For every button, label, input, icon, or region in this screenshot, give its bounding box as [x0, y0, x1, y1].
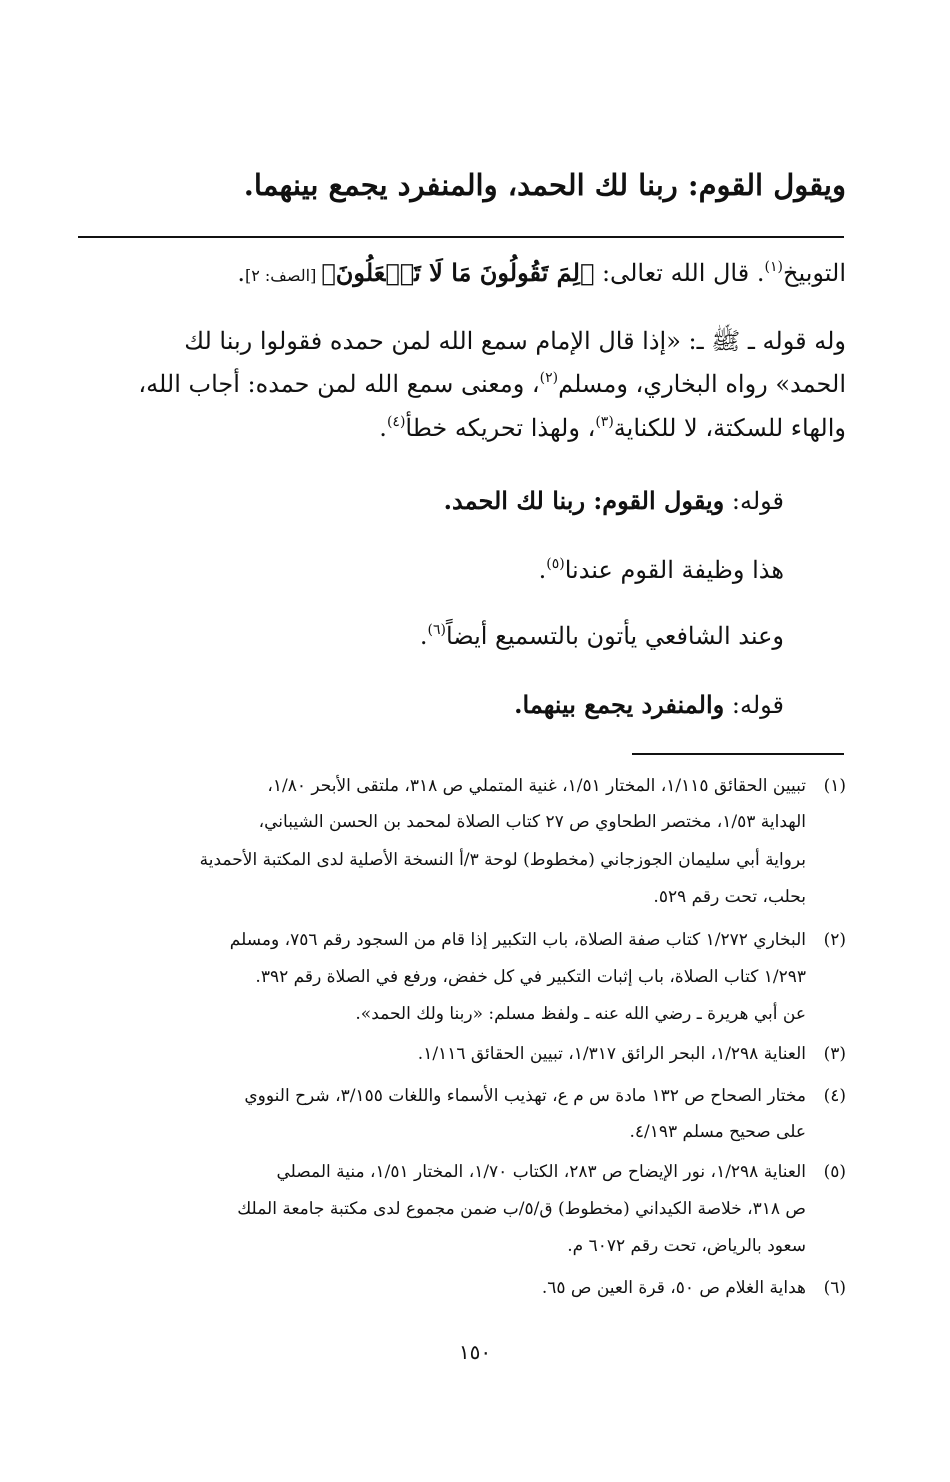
text-segment: التوبيخ [782, 259, 846, 287]
body-line-5 [444, 486, 784, 515]
text-segment: وعند الشافعي يأتون بالتسميع أيضاً [445, 622, 784, 650]
quoted-text: ويقول القوم: ربنا لك الحمد. [443, 486, 725, 515]
footnote-1-line-2: الهداية ١/٥٣، مختصر الطحاوي ص ٢٧ كتاب الصلاة لمحمد بن الحسن الشيباني، [258, 812, 806, 832]
footnote-number: (١) [823, 776, 846, 796]
body-line-6 [539, 556, 784, 584]
body-line-2: وله قوله ـ ﷺ ـ: «إذا قال الإمام سمع الله لمن حمده فقولوا ربنا لك [184, 327, 846, 355]
footnote-number: (٦) [823, 1278, 846, 1298]
text-segment: ، ولهذا تحريكه خطأ [405, 414, 596, 442]
quoted-text: والمنفرد يجمع بينهما. [514, 690, 725, 719]
text-segment: ، ومعنى سمع الله لمن حمده: أجاب الله، [138, 370, 540, 398]
footnote-2-line-1: البخاري ١/٢٧٢ كتاب صفة الصلاة، باب التكبير إذا قام من السجود رقم ٧٥٦، ومسلم [229, 930, 806, 950]
quran-verse: ﴿لِمَ تَقُولُونَ مَا لَا تَفۡعَلُونَ﴾ [321, 258, 595, 287]
body-line-8 [514, 690, 784, 719]
page-number: ١٥٠ [458, 1340, 492, 1364]
text-segment: والهاء للسكتة، لا للكناية [613, 414, 846, 442]
text-segment: . [237, 259, 245, 287]
text-segment: . [538, 556, 547, 584]
footnote-1-line-4: بحلب، تحت رقم ٥٢٩. [653, 887, 806, 907]
body-line-1 [237, 258, 846, 287]
footnote-4-line-1: مختار الصحاح ص ١٣٢ مادة س م ع، تهذيب الأسماء واللغات ٣/١٥٥، شرح النووي [244, 1086, 806, 1106]
heading-divider [78, 236, 844, 238]
footnote-3-line-1: العناية ١/٢٩٨، البحر الرائق ١/٣١٧، تبيين الحقائق ١/١١٦. [417, 1044, 806, 1064]
footnote-4-line-2: على صحيح مسلم ٤/١٩٣. [629, 1122, 806, 1142]
footnote-5-line-3: سعود بالرياض، تحت رقم ٦٠٧٢ م. [567, 1236, 806, 1256]
text-segment: هذا وظيفة القوم عندنا [564, 556, 784, 584]
footnote-number: (٤) [823, 1086, 846, 1106]
text-segment: . [419, 622, 428, 650]
text-segment: . قال الله تعالى: [594, 259, 765, 287]
footnote-divider [632, 753, 844, 755]
verse-reference: [الصف: ٢] [244, 266, 322, 285]
footnote-6-line-1: هداية الغلام ص ٥٠، قرة العين ص ٦٥. [541, 1278, 806, 1298]
text-segment: . [379, 414, 387, 442]
footnote-ref-2[interactable]: (٢) [539, 370, 559, 386]
footnote-5-line-2: ص ٣١٨، خلاصة الكيداني (مخطوط) ق/٥/ب ضمن مجموع لدى مكتبة جامعة الملك [237, 1199, 806, 1219]
footnote-number: (٥) [823, 1162, 846, 1182]
footnote-number: (٣) [823, 1044, 846, 1064]
footnote-ref-3[interactable]: (٣) [595, 414, 614, 430]
footnote-1-line-1: تبيين الحقائق ١/١١٥، المختار ١/٥١، غنية المتملي ص ٣١٨، ملتقى الأبحر ١/٨٠، [267, 776, 806, 796]
footnote-ref-1[interactable]: (١) [764, 259, 783, 275]
footnote-2-line-2: ١/٢٩٣ كتاب الصلاة، باب إثبات التكبير في كل خفض، ورفع في الصلاة رقم ٣٩٢. [255, 967, 806, 987]
text-segment: الحمد» رواه البخاري، ومسلم [558, 370, 846, 398]
footnote-ref-4[interactable]: (٤) [386, 414, 406, 430]
body-line-4 [379, 414, 846, 442]
footnote-ref-5[interactable]: (٥) [546, 556, 565, 572]
footnote-number: (٢) [823, 930, 846, 950]
quote-label: قوله: [724, 691, 784, 719]
quote-label: قوله: [724, 487, 784, 515]
footnote-ref-6[interactable]: (٦) [427, 622, 446, 638]
body-line-7 [420, 622, 784, 650]
footnote-1-line-3: برواية أبي سليمان الجوزجاني (مخطوط) لوحة ٣/أ النسخة الأصلية لدى المكتبة الأحمدية [199, 850, 806, 870]
body-line-3 [138, 370, 846, 398]
section-heading: ويقول القوم: ربنا لك الحمد، والمنفرد يجمع بينهما. [243, 168, 846, 202]
footnote-5-line-1: العناية ١/٢٩٨، نور الإيضاح ص ٢٨٣، الكتاب ١/٧٠، المختار ١/٥١، منية المصلي [276, 1162, 806, 1182]
footnote-2-line-3: عن أبي هريرة ـ رضي الله عنه ـ ولفظ مسلم: «ربنا ولك الحمد». [355, 1004, 806, 1024]
